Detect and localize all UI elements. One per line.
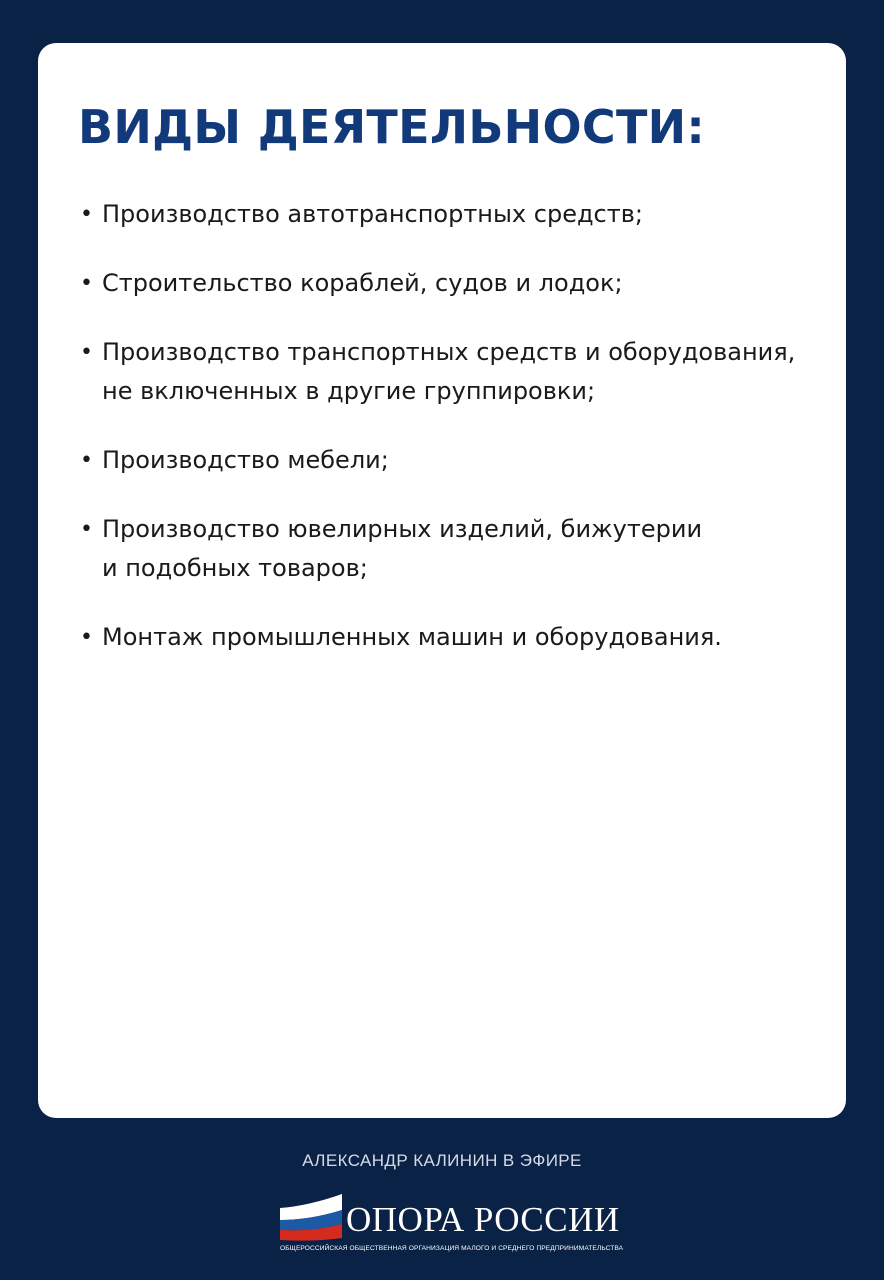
list-item-line: не включенных в другие группировки;: [102, 377, 596, 405]
list-item-line: и подобных товаров;: [102, 554, 368, 582]
activity-list: [78, 195, 818, 687]
footer-caption: АЛЕКСАНДР КАЛИНИН В ЭФИРЕ: [302, 1151, 582, 1170]
list-item-line: Производство ювелирных изделий, бижутерии: [102, 515, 703, 543]
bullet-icon: •: [80, 625, 93, 650]
content-card: [38, 43, 846, 1118]
logo-subtitle: ОБЩЕРОССИЙСКАЯ ОБЩЕСТВЕННАЯ ОРГАНИЗАЦИЯ МАЛОГО И СРЕДНЕГО ПРЕДПРИНИМАТЕЛЬСТВА: [280, 1245, 624, 1252]
list-item-line: Строительство кораблей, судов и лодок;: [102, 269, 623, 297]
list-item: [78, 195, 818, 234]
bullet-icon: •: [80, 448, 93, 473]
bullet-icon: •: [80, 271, 93, 296]
list-item: [78, 264, 818, 303]
list-item-line: Монтаж промышленных машин и оборудования.: [102, 623, 722, 651]
list-item-line: Производство автотранспортных средств;: [102, 200, 643, 228]
list-item: [78, 618, 818, 657]
logo-name: ОПОРА РОССИИ: [346, 1200, 620, 1239]
list-item-line: Производство транспортных средств и оборудования,: [102, 338, 796, 366]
list-item: [78, 333, 818, 411]
opora-russia-logo: [280, 1194, 624, 1256]
list-item-line: Производство мебели;: [102, 446, 389, 474]
page-title: ВИДЫ ДЕЯТЕЛЬНОСТИ:: [78, 100, 706, 154]
list-item: [78, 441, 818, 480]
list-item: [78, 510, 818, 588]
bullet-icon: •: [80, 517, 93, 542]
bullet-icon: •: [80, 340, 93, 365]
russian-flag-wave-icon: [280, 1194, 342, 1242]
bullet-icon: •: [80, 202, 93, 227]
